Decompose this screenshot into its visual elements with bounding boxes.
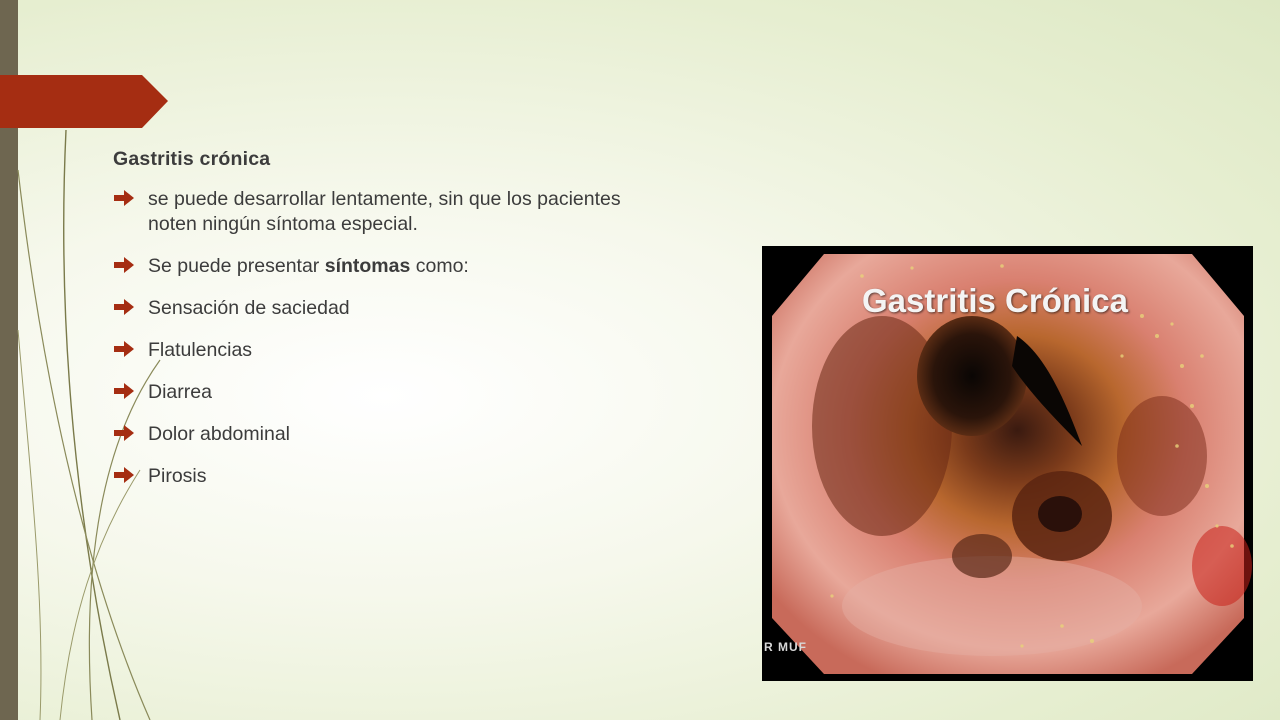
slide-heading: Gastritis crónica: [113, 148, 271, 170]
list-item: [113, 380, 633, 405]
list-item: [113, 464, 633, 489]
arrow-bullet-icon: [113, 424, 135, 442]
bullet-text: Flatulencias: [148, 339, 253, 361]
list-item: [113, 254, 633, 279]
bullet-text-pre: Se puede presentar: [148, 255, 325, 277]
arrow-bullet-icon: [113, 256, 135, 274]
bullet-text: Sensación de saciedad: [148, 297, 350, 319]
arrow-bullet-icon: [113, 466, 135, 484]
list-item: [113, 422, 633, 447]
endoscopy-image: [762, 246, 1253, 681]
bullet-text: Diarrea: [148, 381, 212, 403]
bullet-text-post: como:: [410, 255, 469, 277]
bullet-text-bold: síntomas: [324, 255, 411, 277]
bullet-text: Pirosis: [148, 465, 207, 487]
bullet-list: [113, 187, 633, 489]
list-item: [113, 338, 633, 363]
bullet-text: se puede desarrollar lentamente, sin que los pacientes noten ningún síntoma especial.: [148, 188, 621, 235]
arrow-bullet-icon: [113, 382, 135, 400]
arrow-bullet-icon: [113, 298, 135, 316]
list-item: [113, 187, 633, 237]
list-item: [113, 296, 633, 321]
bullet-text: Dolor abdominal: [148, 423, 290, 445]
arrow-bullet-icon: [113, 189, 135, 207]
image-watermark: R MUF: [764, 640, 807, 654]
slide-content: [113, 148, 633, 506]
image-title: Gastritis Crónica: [862, 282, 1128, 319]
arrow-bullet-icon: [113, 340, 135, 358]
